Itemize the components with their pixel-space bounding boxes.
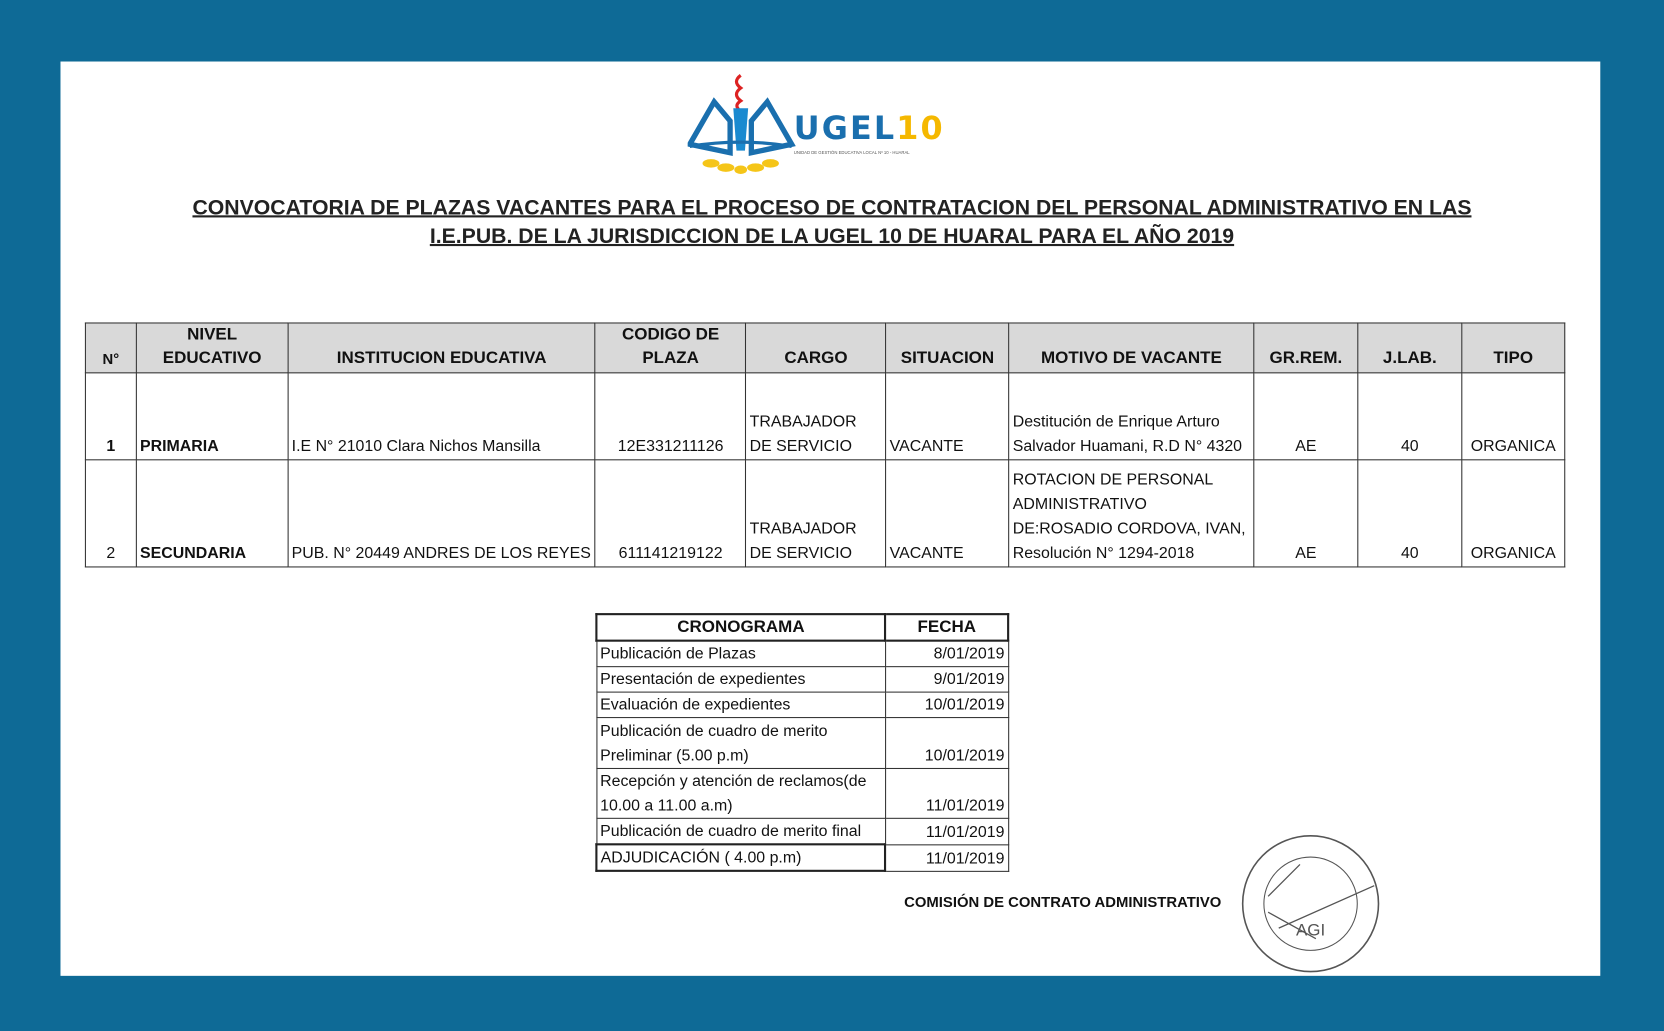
stamp-center-text: AGI	[1295, 920, 1326, 940]
header-cell: CRONOGRAMA	[596, 614, 885, 641]
signature-label: COMISIÓN DE CONTRATO ADMINISTRATIVO	[904, 893, 1222, 911]
schedule-date: 11/01/2019	[885, 768, 1008, 818]
logo-text: UGEL	[793, 110, 897, 148]
header-cell: N°	[85, 323, 136, 373]
schedule-row	[596, 641, 1008, 667]
title-line-2: I.E.PUB. DE LA JURISDICCION DE LA UGEL 10 DE HUARAL PARA EL AÑO 2019	[429, 224, 1235, 249]
header-cell: CARGO	[746, 323, 886, 373]
cell-institution: PUB. N° 20449 ANDRES DE LOS REYES	[288, 460, 595, 567]
schedule-date: 10/01/2019	[885, 692, 1008, 717]
schedule-activity: Presentación de expedientes	[596, 667, 885, 692]
cell-number: 2	[85, 460, 136, 567]
cell-number: 1	[85, 373, 136, 460]
logo-number: 10	[896, 110, 945, 148]
schedule-row	[596, 768, 1008, 818]
schedule-row	[596, 818, 1008, 844]
schedule-date: 11/01/2019	[885, 818, 1008, 844]
table-row	[85, 460, 1564, 567]
table-row	[85, 373, 1564, 460]
schedule-row	[596, 718, 1008, 769]
cell-position: TRABAJADOR DE SERVICIO	[746, 460, 886, 567]
cell-grade: AE	[1254, 460, 1358, 567]
cell-position: TRABAJADOR DE SERVICIO	[746, 373, 886, 460]
schedule-header-row	[596, 614, 1008, 641]
schedule-row	[596, 692, 1008, 717]
header-cell: FECHA	[885, 614, 1008, 641]
cell-code: 12E331211126	[595, 373, 746, 460]
logo-subtitle: UNIDAD DE GESTIÓN EDUCATIVA LOCAL Nº 10 - HUARAL	[793, 149, 910, 155]
schedule-activity: Publicación de cuadro de merito Preliminar (5.00 p.m)	[596, 718, 885, 769]
vacancies-table	[85, 322, 1565, 567]
schedule-date: 8/01/2019	[885, 641, 1008, 667]
schedule-activity: ADJUDICACIÓN ( 4.00 p.m)	[596, 844, 885, 871]
cell-reason: ROTACION DE PERSONAL ADMINISTRATIVO DE:ROSADIO CORDOVA, IVAN, Resolución N° 1294-2018	[1009, 460, 1254, 567]
cell-hours: 40	[1358, 373, 1462, 460]
header-cell: CODIGO DE PLAZA	[595, 323, 746, 373]
schedule-activity: Publicación de Plazas	[596, 641, 885, 667]
cell-type: ORGANICA	[1462, 373, 1565, 460]
schedule-row	[596, 844, 1008, 871]
cell-status: VACANTE	[886, 373, 1009, 460]
cell-level: SECUNDARIA	[136, 460, 288, 567]
cell-level: PRIMARIA	[136, 373, 288, 460]
header-cell: INSTITUCION EDUCATIVA	[288, 323, 595, 373]
cell-grade: AE	[1254, 373, 1358, 460]
schedule-date: 11/01/2019	[885, 844, 1008, 871]
schedule-date: 9/01/2019	[885, 667, 1008, 692]
schedule-activity: Evaluación de expedientes	[596, 692, 885, 717]
stamp-seal-icon	[1236, 833, 1385, 976]
cell-code: 611141219122	[595, 460, 746, 567]
header-cell: NIVEL EDUCATIVO	[136, 323, 288, 373]
title-line-1: CONVOCATORIA DE PLAZAS VACANTES PARA EL PROCESO DE CONTRATACION DEL PERSONAL ADMINISTRATIVO EN LAS	[192, 196, 1472, 220]
official-stamp	[1236, 833, 1385, 976]
schedule-date: 10/01/2019	[885, 718, 1008, 769]
schedule-row	[596, 667, 1008, 692]
ugel-logo	[688, 70, 945, 176]
cell-status: VACANTE	[886, 460, 1009, 567]
page-title	[0, 194, 1664, 251]
schedule-activity: Recepción y atención de reclamos(de 10.00 a 11.00 a.m)	[596, 768, 885, 818]
header-cell: J.LAB.	[1358, 323, 1462, 373]
schedule-activity: Publicación de cuadro de merito final	[596, 818, 885, 844]
cell-type: ORGANICA	[1462, 460, 1565, 567]
header-cell: GR.REM.	[1254, 323, 1358, 373]
cell-hours: 40	[1358, 460, 1462, 567]
cell-reason: Destitución de Enrique Arturo Salvador Huamani, R.D N° 4320	[1009, 373, 1254, 460]
header-cell: TIPO	[1462, 323, 1565, 373]
header-cell: SITUACION	[886, 323, 1009, 373]
schedule-table	[595, 613, 1009, 872]
table-header-row	[85, 323, 1564, 373]
header-cell: MOTIVO DE VACANTE	[1009, 323, 1254, 373]
cell-institution: I.E N° 21010 Clara Nichos Mansilla	[288, 373, 595, 460]
